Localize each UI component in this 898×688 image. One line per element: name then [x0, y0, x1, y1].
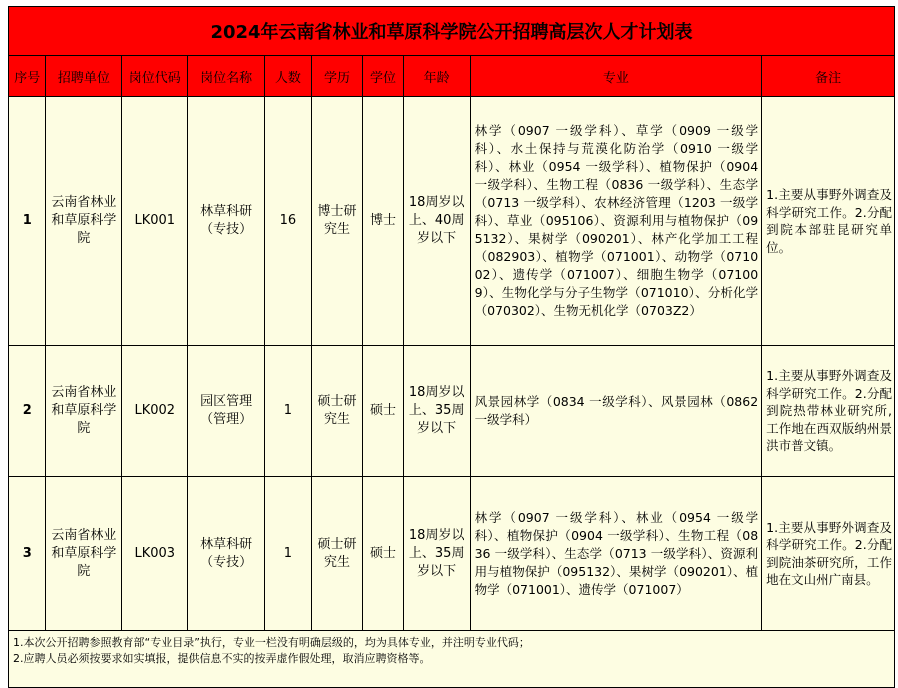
row-note: 1.主要从事野外调查及科学研究工作。2.分配到院油茶研究所，工作地在文山州广南县。 [762, 477, 895, 631]
recruitment-plan-sheet [8, 6, 895, 680]
row-unit: 云南省林业和草原科学院 [46, 346, 122, 477]
row-position: 园区管理（管理） [188, 346, 265, 477]
row-education: 硕士研究生 [311, 477, 363, 631]
row-count: 16 [265, 97, 312, 346]
row-education: 博士研究生 [311, 97, 363, 346]
header-unit: 招聘单位 [46, 56, 122, 97]
row-no: 3 [9, 477, 46, 631]
row-code: LK002 [122, 346, 188, 477]
row-no: 1 [9, 97, 46, 346]
row-unit: 云南省林业和草原科学院 [46, 97, 122, 346]
row-age: 18周岁以上、40周岁以下 [403, 97, 470, 346]
row-position: 林草科研（专技） [188, 97, 265, 346]
row-major: 林学（0907 一级学科）、林业（0954 一级学科）、植物保护（0904 一级学科）、生物工程（0836 一级学科）、生态学（0713 一级学科）、资源利用与植物保护（095132）、果树学（090201）、植物学（071001）、遗传学（071007） [470, 477, 762, 631]
header-note: 备注 [762, 56, 895, 97]
row-unit: 云南省林业和草原科学院 [46, 477, 122, 631]
row-note: 1.主要从事野外调查及科学研究工作。2.分配到院本部驻昆研究单位。 [762, 97, 895, 346]
header-age: 年龄 [403, 56, 470, 97]
row-code: LK003 [122, 477, 188, 631]
row-education: 硕士研究生 [311, 346, 363, 477]
row-code: LK001 [122, 97, 188, 346]
table-row [9, 477, 895, 631]
header-education: 学历 [311, 56, 363, 97]
row-position: 林草科研（专技） [188, 477, 265, 631]
footnote-2: 2.应聘人员必须按要求如实填报，提供信息不实的按弄虚作假处理，取消应聘资格等。 [13, 652, 431, 665]
header-no: 序号 [9, 56, 46, 97]
row-degree: 硕士 [363, 346, 403, 477]
row-no: 2 [9, 346, 46, 477]
row-major: 林学（0907 一级学科）、草学（0909 一级学科）、水土保持与荒漠化防治学（0910 一级学科）、林业（0954 一级学科）、植物保护（0904 一级学科）、生物工程（0836 一级学科）、生态学（0713 一级学科）、农林经济管理（1203 一级学科）、草业（095106）、资源利用与植物保护（095132）、果树学（090201）、林产化学加工工程（082903）、植物学（071001）、动物学（071002）、遗传学（071007）、细胞生物学（071009）、生物化学与分子生物学（071010）、分析化学（070302）、生物无机化学（0703Z2） [470, 97, 762, 346]
table-row [9, 97, 895, 346]
header-major: 专业 [470, 56, 762, 97]
header-row [9, 56, 895, 97]
row-age: 18周岁以上、35周岁以下 [403, 346, 470, 477]
row-degree: 博士 [363, 97, 403, 346]
table-title: 2024年云南省林业和草原科学院公开招聘高层次人才计划表 [9, 7, 895, 56]
row-major: 风景园林学（0834 一级学科）、风景园林（0862 一级学科） [470, 346, 762, 477]
header-code: 岗位代码 [122, 56, 188, 97]
footnotes [9, 631, 895, 688]
header-position: 岗位名称 [188, 56, 265, 97]
header-degree: 学位 [363, 56, 403, 97]
row-degree: 硕士 [363, 477, 403, 631]
table-row [9, 346, 895, 477]
recruitment-plan-table [8, 6, 895, 688]
row-count: 1 [265, 477, 312, 631]
footnote-row [9, 631, 895, 688]
header-count: 人数 [265, 56, 312, 97]
footnote-1: 1.本次公开招聘参照教育部“专业目录”执行，专业一栏没有明确层级的，均为具体专业，并注明专业代码； [13, 636, 530, 649]
row-age: 18周岁以上、35周岁以下 [403, 477, 470, 631]
row-note: 1.主要从事野外调查及科学研究工作。2.分配到院热带林业研究所,工作地在西双版纳州景洪市普文镇。 [762, 346, 895, 477]
row-count: 1 [265, 346, 312, 477]
